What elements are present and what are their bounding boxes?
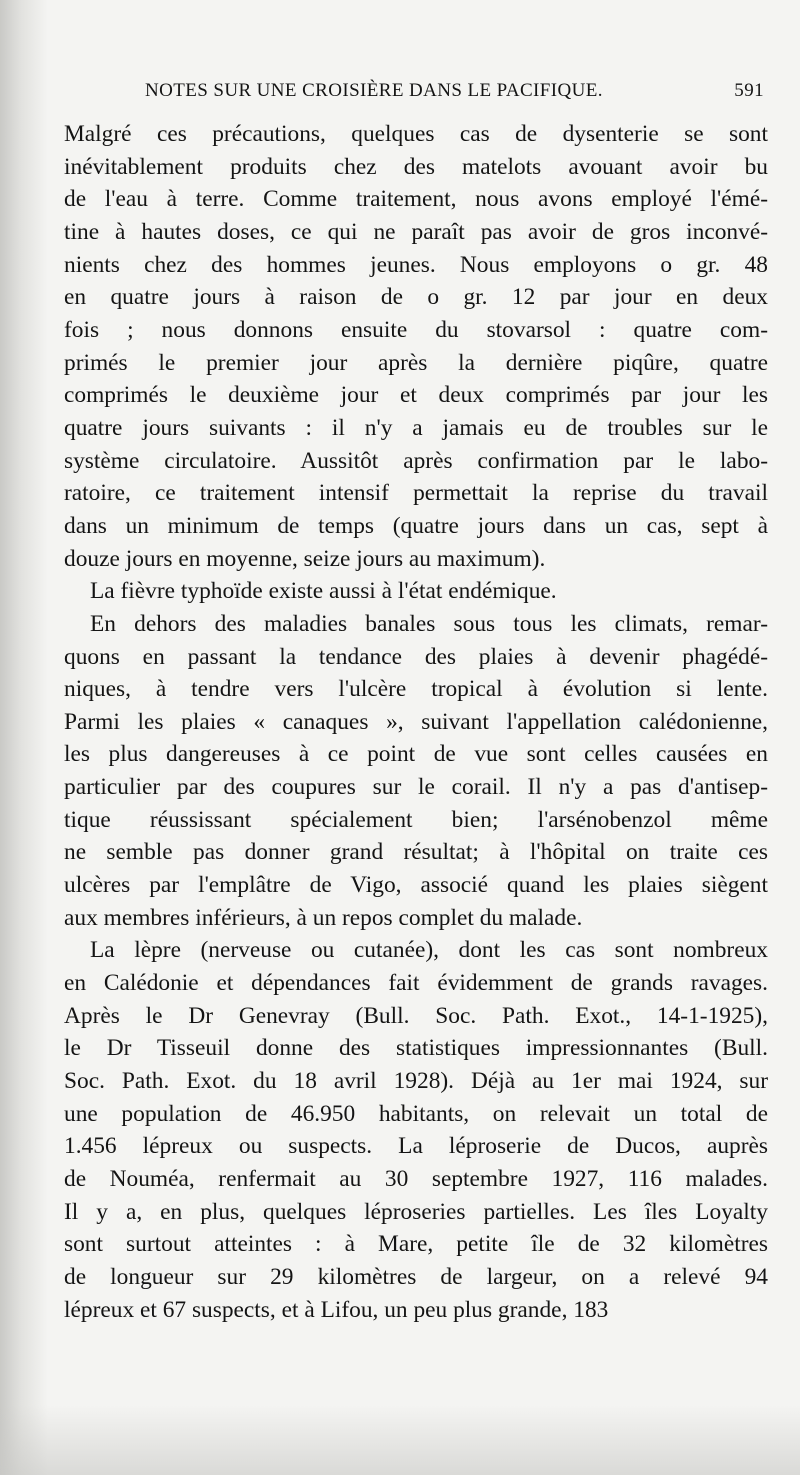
text-line: ne semble pas donner grand résultat; à l'hôpital on traite ces bbox=[64, 839, 768, 866]
paragraph bbox=[64, 575, 768, 608]
text-line: de l'eau à terre. Comme traitement, nous avons employé l'émé- bbox=[64, 186, 768, 213]
text-line: primés le premier jour après la dernière piqûre, quatre bbox=[64, 349, 768, 376]
text-line: Malgré ces précautions, quelques cas de dysenterie se sont bbox=[64, 121, 768, 147]
page-number: 591 bbox=[734, 80, 764, 101]
text-line: en Calédonie et dépendances fait évidemment de grands ravages. bbox=[64, 970, 768, 997]
text-line: La lèpre (nerveuse ou cutanée), dont les cas sont nombreux bbox=[90, 937, 768, 964]
text-line: 1.456 lépreux ou suspects. La léproserie de Ducos, auprès bbox=[64, 1133, 768, 1160]
text-line: ratoire, ce traitement intensif permettait la reprise du travail bbox=[64, 480, 768, 507]
text-line: fois ; nous donnons ensuite du stovarsol : quatre com- bbox=[64, 316, 768, 343]
text-line: En dehors des maladies banales sous tous les climats, remar- bbox=[90, 610, 768, 637]
text-line: aux membres inférieurs, à un repos complet du malade. bbox=[64, 904, 583, 931]
text-line: en quatre jours à raison de o gr. 12 par jour en deux bbox=[64, 284, 768, 311]
running-head: NOTES SUR UNE CROISIÈRE DANS LE PACIFIQUE. bbox=[145, 80, 603, 101]
text-line: comprimés le deuxième jour et deux comprimés par jour les bbox=[64, 382, 768, 409]
page-header bbox=[145, 80, 764, 110]
text-line: le Dr Tisseuil donne des statistiques impressionnantes (Bull. bbox=[64, 1035, 768, 1062]
text-line: inévitablement produits chez des matelots avouant avoir bu bbox=[64, 153, 768, 180]
text-line: Il y a, en plus, quelques léproseries partielles. Les îles Loyalty bbox=[64, 1198, 768, 1225]
text-line: de Nouméa, renfermait au 30 septembre 1927, 116 malades. bbox=[64, 1166, 768, 1192]
text-line: Parmi les plaies « canaques », suivant l'appellation calédonienne, bbox=[64, 708, 768, 735]
page-edge-shadow bbox=[0, 0, 48, 1475]
text-line: particulier par des coupures sur le corail. Il n'y a pas d'antisep- bbox=[64, 774, 768, 801]
paragraph bbox=[64, 608, 768, 935]
text-line: quatre jours suivants : il n'y a jamais eu de troubles sur le bbox=[64, 414, 768, 441]
text-line: lépreux et 67 suspects, et à Lifou, un peu plus grande, 183 bbox=[64, 1296, 609, 1323]
text-line: Après le Dr Genevray (Bull. Soc. Path. Exot., 14-1-1925), bbox=[64, 1002, 768, 1029]
text-line: système circulatoire. Aussitôt après confirmation par le labo- bbox=[64, 447, 768, 474]
text-line: tine à hautes doses, ce qui ne paraît pas avoir de gros inconvé- bbox=[64, 218, 768, 245]
paragraph bbox=[64, 118, 768, 575]
text-line: dans un minimum de temps (quatre jours dans un cas, sept à bbox=[64, 512, 768, 539]
text-line: Soc. Path. Exot. du 18 avril 1928). Déjà au 1er mai 1924, sur bbox=[64, 1068, 768, 1095]
text-line: quons en passant la tendance des plaies à devenir phagédé- bbox=[64, 643, 768, 670]
text-line: nients chez des hommes jeunes. Nous employons o gr. 48 bbox=[64, 251, 768, 278]
text-line: de longueur sur 29 kilomètres de largeur, on a relevé 94 bbox=[64, 1263, 768, 1290]
text-line: tique réussissant spécialement bien; l'arsénobenzol même bbox=[64, 806, 768, 833]
paragraph bbox=[64, 934, 768, 1326]
text-line: les plus dangereuses à ce point de vue sont celles causées en bbox=[64, 741, 768, 768]
page-bottom-shadow bbox=[0, 1405, 800, 1475]
text-line: La fièvre typhoïde existe aussi à l'état endémique. bbox=[90, 578, 557, 605]
text-line: ulcères par l'emplâtre de Vigo, associé quand les plaies siègent bbox=[64, 872, 768, 899]
text-line: douze jours en moyenne, seize jours au maximum). bbox=[64, 545, 546, 572]
text-line: sont surtout atteintes : à Mare, petite île de 32 kilomètres bbox=[64, 1231, 768, 1258]
body-text bbox=[64, 118, 768, 1326]
text-line: une population de 46.950 habitants, on relevait un total de bbox=[64, 1100, 768, 1127]
text-line: niques, à tendre vers l'ulcère tropical à évolution si lente. bbox=[64, 676, 768, 703]
